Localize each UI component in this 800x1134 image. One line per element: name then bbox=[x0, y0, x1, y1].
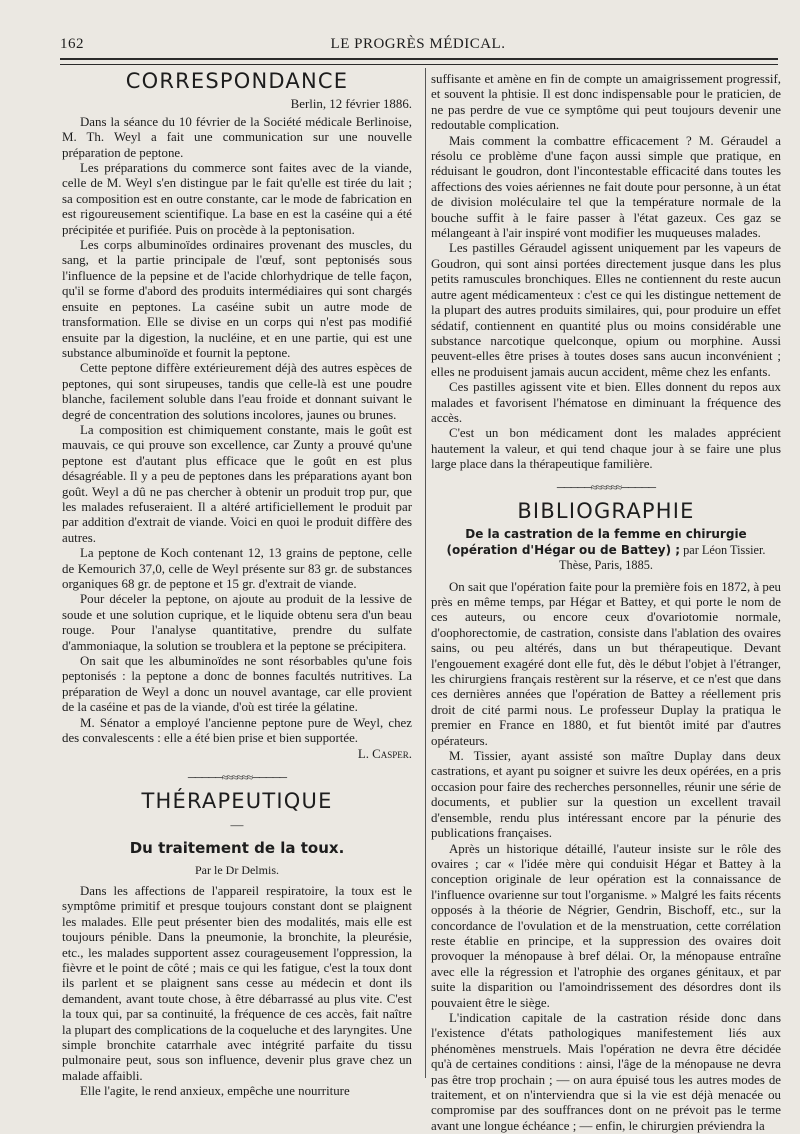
page-header bbox=[60, 36, 776, 58]
header-rule bbox=[60, 58, 778, 60]
signature: L. Casper. bbox=[357, 747, 412, 762]
paragraph: La peptone de Koch contenant 12, 13 grains de peptone, celle de Kemourich 37,0, celle de Weyl présente sur 83 gr. de substances organiques 68 gr. de peptone et 15 gr. d'extrait de viande. bbox=[62, 546, 412, 591]
column-divider bbox=[425, 68, 426, 1078]
journal-title: LE PROGRÈS MÉDICAL. bbox=[330, 36, 506, 52]
paragraph: Dans la séance du 10 février de la Société médicale Berlinoise, M. Th. Weyl a fait une communication sur une nouvelle préparation de peptone. bbox=[62, 114, 412, 160]
section-title-bibliographie: BIBLIOGRAPHIE bbox=[517, 498, 695, 523]
paragraph: Elle l'agite, le rend anxieux, empêche une nourriture bbox=[80, 1084, 350, 1099]
book-reference bbox=[431, 527, 781, 573]
paragraph: Les pastilles Géraudel agissent uniquement par les vapeurs de Goudron, qui sont ainsi portées directement jusque dans les plus petits ramuscules bronchiques. Elles ne contiennent du reste aucun autre agent médicamenteux : c'est ce qui les distingue nettement de la plupart des autres produits similaires, qui, pour produire un effet sédatif, contiennent en quantité plus ou moins considérable une substance narcotique quelconque, opium ou morphine. Aussi peuvent-elles être prises à toutes doses sans aucun inconvénient ; elles ne produisent jamais aucun accident, même chez les enfants. bbox=[431, 241, 781, 379]
paragraph: L'indication capitale de la castration réside donc dans l'existence d'états pathologiques manifestement liés aux phénomènes menstruels. Mais l'opération ne devra être décidée qu'à de certaines conditions : ainsi, l'âge de la ménopause ne devra pas être trop prochain ; — on aura épuisé tous les autres modes de traitement, et on n'interviendra que si la vie est déjà menacée ou compromise par des souffrances dont on ne prévoit pas le terme avant une longue échéance ; — enfin, le chirurgien préviendra la bbox=[431, 1010, 781, 1133]
section-title-therapeutique: THÉRAPEUTIQUE bbox=[141, 789, 333, 814]
page-number: 162 bbox=[60, 36, 84, 52]
paragraph: Dans les affections de l'appareil respiratoire, la toux est le symptôme primitif et presque toujours constant dont se plaignent les malades. Elle peut présenter bien des modalités, mais elle est toujours pénible. Dans la pneumonie, la bronchite, la pleurésie, etc., les malades supportent assez courageusement l'oppression, la fièvre et le point de côté ; mais ce qui les fatigue, c'est la toux dont ils parlent et se plaignent sans cesse au médecin et dont ils demandent, avant toute chose, à être débarrassé au plus vite. C'est la toux qui, par sa continuité, la fréquence de ces accès, fait naître la plupart des complications de la coqueluche et des laryngites. Une simple bronchite catarrhale avec intégrité parfaite du tissu pulmonaire peut, sous son influence, devenir plus grave chez un malade affaibli. bbox=[62, 883, 412, 1083]
title-dash: — bbox=[230, 817, 244, 832]
section-ornament: ─────≈≈≈≈≈≈───── bbox=[187, 771, 287, 784]
book-title: De la castration de la femme en chirurgie (opération d'Hégar ou de Battey) ; bbox=[446, 527, 747, 557]
article-title: Du traitement de la toux. bbox=[129, 839, 345, 858]
header-rule-thin bbox=[60, 64, 778, 65]
paragraph: On sait que l'opération faite pour la première fois en 1872, à peu près en même temps, par Hégar et Battey, et qui porte le nom de ces auteurs, ou encore ceux d'ovariotomie normale, d'oophorectomie, de castration, consiste dans l'ablation des ovaires sains, ou peu altérés, dans un but thérapeutique. Devant l'engouement exagéré dont elle fut, dès le début l'objet à l'étranger, les chirurgiens français restèrent sur la réserve, et ce n'est que dans ces dernières années que l'opération de Battey a réellement pris droit de cité parmi nous. Le professeur Duplay la pratiqua le premier en France en 1880, et fut bientôt imité par d'autres opérateurs. bbox=[431, 579, 781, 748]
paragraph: Les corps albuminoïdes ordinaires provenant des muscles, du sang, et la partie principale de l'œuf, sont peptonisés sous l'influence de la pepsine et de l'acide chlorhydrique de telle façon, qu'il se forme d'abord des produits intermédiaires qui sont chargés ensuite en peptones. La caséine subit un autre mode de transformation. Elle se divise en un corps qui n'est pas modifié ensuite par la digestion, la nucléine, et en une partie, qui est une substance albuminoïde et fournit la peptone. bbox=[62, 238, 412, 360]
paragraph: Cette peptone diffère extérieurement déjà des autres espèces de peptones, qui sont sirupeuses, tandis que celle-là est une poudre blanche, facilement soluble dans l'eau froide et donnant suivant le degré de concentration des solutions incolores, jaunes ou brunes. bbox=[62, 361, 412, 422]
section-ornament: ─────≈≈≈≈≈≈───── bbox=[556, 481, 656, 494]
book-meta: par Léon Tissier. Thèse, Paris, 1885. bbox=[559, 542, 766, 573]
right-column bbox=[431, 72, 781, 1133]
left-column bbox=[62, 69, 412, 1099]
paragraph: Ces pastilles agissent vite et bien. Elles donnent du repos aux malades et favorisent l'hématose en diminuant la fréquence des accès. bbox=[431, 380, 781, 425]
paragraph: Pour déceler la peptone, on ajoute au produit de la lessive de soude et une solution cuprique, et le liquide obtenu sera d'un beau rouge. Pour l'analyse quantitative, prendre du sulfate d'ammoniaque, la solution se troublera et la peptone se précipitera. bbox=[62, 592, 412, 653]
section-title-correspondance: CORRESPONDANCE bbox=[125, 69, 349, 93]
paragraph: M. Sénator a employé l'ancienne peptone pure de Weyl, chez des convalescents : elle a été bien prise et bien supportée. bbox=[62, 715, 412, 746]
dateline: Berlin, 12 février 1886. bbox=[290, 97, 412, 112]
paragraph: M. Tissier, ayant assisté son maître Duplay dans deux castrations, et ayant pu soigner et suivre les deux opérées, en a pris occasion pour faire des recherches personnelles, réunir une série de documents, et publier sur la question un excellent travail d'ensemble, rendu plus intéressant encore par la pénurie des publications françaises. bbox=[431, 749, 781, 841]
paragraph: suffisante et amène en fin de compte un amaigrissement progressif, et souvent la phtisie. Il est donc indispensable pour le praticien, de ne pas perdre de vue ce symptôme qui peut toujours devenir une redoutable complication. bbox=[431, 72, 781, 133]
paragraph: La composition est chimiquement constante, mais le goût est mauvais, ce qui prouve son excellence, car Zunty a prouvé qu'une peptone est d'autant plus efficace que le goût en est plus désagréable. Il y a peu de peptones dans les préparations ayant bon goût. Weyl a dû ne pas chercher à obtenir un produit trop pur, que les malades refuseraient. Il a altéré artificiellement le produit par par addition d'extrait de viande. Voici en quoi le produit diffère des autres. bbox=[62, 422, 412, 545]
paragraph: Mais comment la combattre efficacement ? M. Géraudel a résolu ce problème d'une façon aussi simple que pratique, en réduisant le goudron, dont l'incontestable efficacité dans toutes les affections des voies aériennes ne fait doute pour personne, à un état de division moléculaire tel que la température normale de la bouche suffit à le faire passer à l'état gazeux. Ces gaz se mélangeant à l'air inspiré vont modifier les muqueuses malades. bbox=[431, 133, 781, 241]
paragraph: C'est un bon médicament dont les malades apprécient hautement la valeur, et qui tend chaque jour à se faire une plus large place dans la thérapeutique familière. bbox=[431, 426, 781, 472]
paragraph: Les préparations du commerce sont faites avec de la viande, celle de M. Weyl s'en distingue par le fait qu'elle est tirée du lait ; sa composition est en outre constante, car le mode de fabrication en est rigoureusement scientifique. La base en est la caséine qui a été précipitée et purifiée. Puis on procède à la peptonisation. bbox=[62, 161, 412, 237]
paragraph: On sait que les albuminoïdes ne sont résorbables qu'une fois peptonisés : la peptone a donc de bonnes facultés nutritives. La préparation de Weyl a donc un nouvel avantage, car elle provient de la caséine et pas de la viande, d'où est tirée la gélatine. bbox=[62, 654, 412, 715]
paragraph: Après un historique détaillé, l'auteur insiste sur le rôle des ovaires ; car « l'idée mère qui conduisit Hégar et Battey à la conception originale de leur opération est la connaissance de l'influence ovarienne sur tout l'organisme. » Malgré les faits récents opposés à la théorie de Négrier, Gendrin, Bischoff, etc., sur la concordance de l'ovulation et de la menstruation, cette corrélation reste établie en principe, et la suppression des ovaires doit provoquer la ménopause à bref délai. Or, la ménopause entraîne avec elle la régression et l'atrophie des organes génitaux, et par suite la disparition ou l'amoindrissement des désordres dont ils pouvaient être le siège. bbox=[431, 841, 781, 1010]
byline: Par le Dr Delmis. bbox=[195, 862, 279, 877]
